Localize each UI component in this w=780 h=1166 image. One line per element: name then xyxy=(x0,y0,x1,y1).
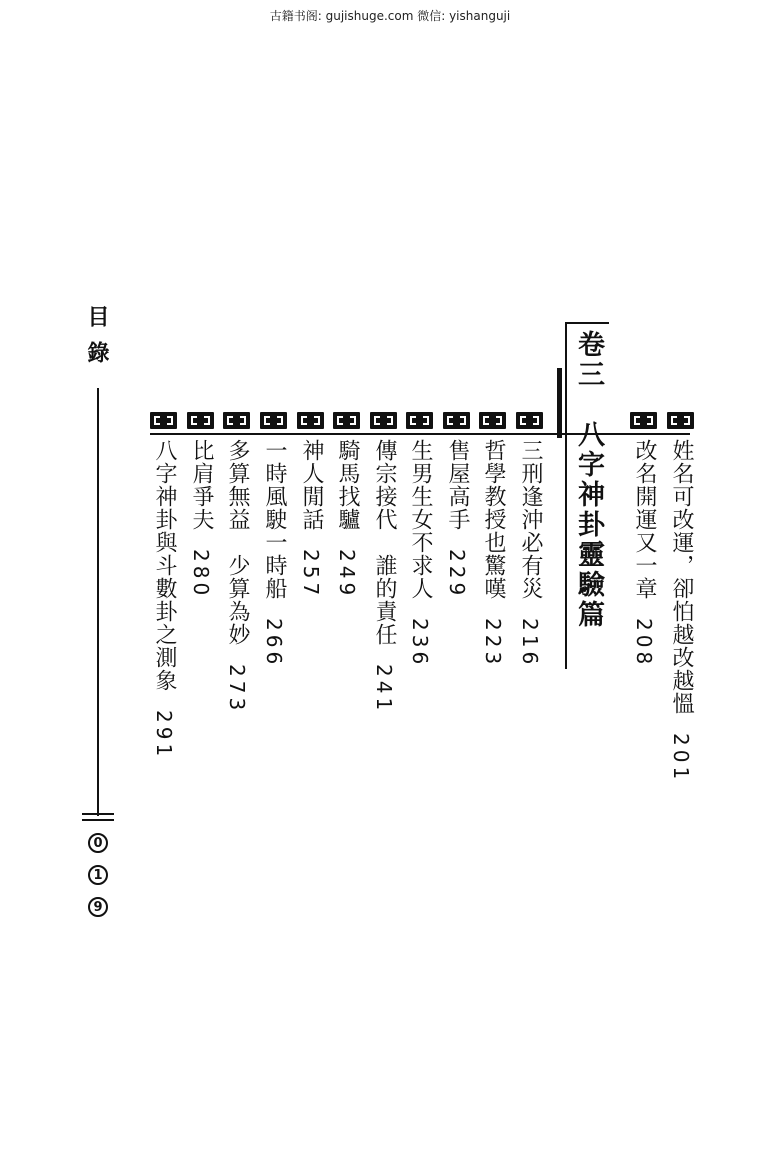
toc-entry xyxy=(478,412,508,832)
toc-entry xyxy=(149,412,179,832)
page-digit: 1 xyxy=(88,865,108,885)
toc-entry xyxy=(666,412,696,832)
entry-page: 291 xyxy=(152,710,176,761)
toc-entry xyxy=(515,412,545,832)
entry-page: 257 xyxy=(299,549,323,600)
toc-entry xyxy=(296,412,326,832)
entry-title: 神人閒話 xyxy=(299,439,324,531)
bracket-mark-icon xyxy=(333,412,360,429)
bracket-mark-icon xyxy=(260,412,287,429)
entry-page: 216 xyxy=(518,618,542,669)
entry-page: 241 xyxy=(372,664,396,715)
page-digit: 9 xyxy=(88,897,108,917)
entry-title: 三刑逢沖必有災 xyxy=(518,439,543,600)
bracket-mark-icon xyxy=(667,412,694,429)
entry-title: 改名開運又一章 xyxy=(632,439,657,600)
entry-page: 229 xyxy=(445,549,469,600)
bracket-mark-icon xyxy=(297,412,324,429)
entry-title: 姓名可改運，卻怕越改越慍 xyxy=(669,439,694,715)
entry-page: 266 xyxy=(262,618,286,669)
side-rule-end xyxy=(82,819,114,821)
bracket-mark-icon xyxy=(370,412,397,429)
entry-title: 售屋高手 xyxy=(445,439,470,531)
toc-entry xyxy=(369,412,399,832)
toc-entry xyxy=(405,412,435,832)
entry-title: 多算無益 少算為妙 xyxy=(225,439,250,646)
entry-title: 生男生女不求人 xyxy=(408,439,433,600)
toc-entry xyxy=(332,412,362,832)
volume-title: 卷三 八字神卦靈驗篇 xyxy=(573,330,604,630)
entry-page: 273 xyxy=(225,664,249,715)
volume-mark xyxy=(557,368,562,438)
page-digit: 0 xyxy=(88,833,108,853)
entry-page: 208 xyxy=(632,618,656,669)
side-rule-end xyxy=(82,813,114,815)
entry-title: 八字神卦與斗數卦之測象 xyxy=(152,439,177,692)
toc-entry xyxy=(186,412,216,832)
toc-entry xyxy=(222,412,252,832)
toc-entry xyxy=(259,412,289,832)
watermark: 古籍书阁: gujishuge.com 微信: yishanguji xyxy=(269,9,511,23)
entry-page: 236 xyxy=(408,618,432,669)
page-number xyxy=(85,833,111,917)
bracket-mark-icon xyxy=(223,412,250,429)
bracket-mark-icon xyxy=(443,412,470,429)
entry-title: 傳宗接代 誰的責任 xyxy=(372,439,397,646)
entry-page: 201 xyxy=(669,733,693,784)
entry-page: 249 xyxy=(335,549,359,600)
bracket-mark-icon xyxy=(479,412,506,429)
side-rule xyxy=(97,388,99,816)
entry-title: 比肩爭夫 xyxy=(189,439,214,531)
bracket-mark-icon xyxy=(516,412,543,429)
side-title: 目錄 xyxy=(84,305,110,377)
bracket-mark-icon xyxy=(187,412,214,429)
entry-title: 一時風駛一時船 xyxy=(262,439,287,600)
toc-entry xyxy=(442,412,472,832)
toc-entry xyxy=(629,412,659,832)
bracket-mark-icon xyxy=(630,412,657,429)
entry-page: 223 xyxy=(481,618,505,669)
bracket-mark-icon xyxy=(150,412,177,429)
entry-title: 騎馬找驢 xyxy=(335,439,360,531)
entry-page: 280 xyxy=(189,549,213,600)
bracket-mark-icon xyxy=(406,412,433,429)
entry-title: 哲學教授也驚嘆 xyxy=(481,439,506,600)
